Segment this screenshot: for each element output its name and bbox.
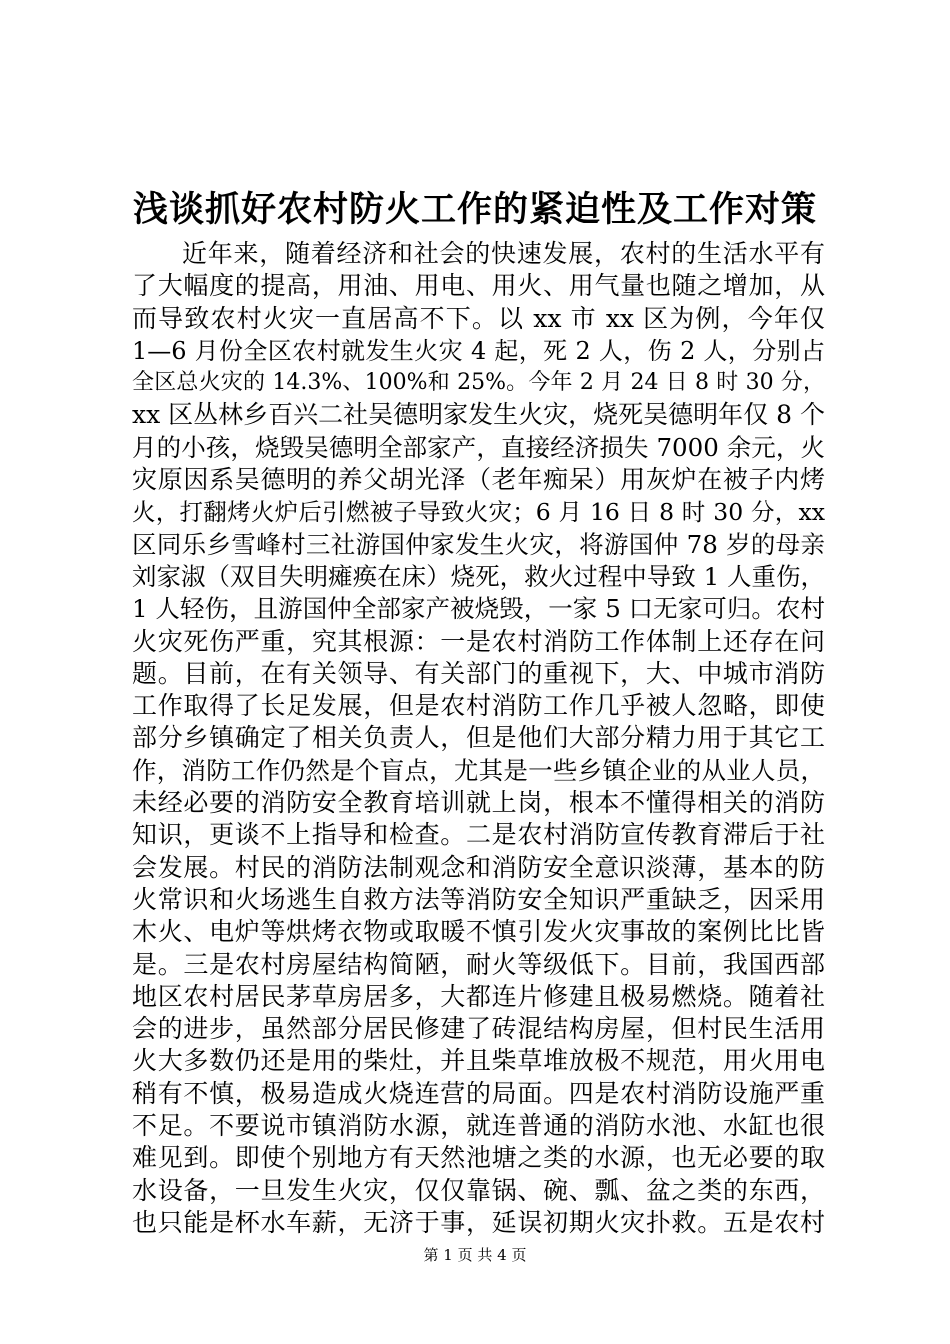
body-line: 难见到。即使个别地方有天然池塘之类的水源，也无必要的取 xyxy=(132,1143,825,1173)
body-line: xx 区丛林乡百兴二社吴德明家发生火灾，烧死吴德明年仅 8 个 xyxy=(132,400,825,430)
body-line: 会发展。村民的消防法制观念和消防安全意识淡薄，基本的防 xyxy=(132,852,825,882)
body-line: 不足。不要说市镇消防水源，就连普通的消防水池、水缸也很 xyxy=(132,1111,825,1141)
body-line: 1—6 月份全区农村就发生火灾 4 起，死 2 人，伤 2 人，分别占 xyxy=(132,336,825,365)
body-line: 木火、电炉等烘烤衣物或取暖不慎引发火灾事故的案例比比皆 xyxy=(132,917,825,947)
body-line: 火，打翻烤火炉后引燃被子导致火灾；6 月 16 日 8 时 30 分，xx xyxy=(132,498,825,527)
body-line: 部分乡镇确定了相关负责人，但是他们大部分精力用于其它工 xyxy=(132,723,825,753)
body-line: 月的小孩，烧毁吴德明全部家产，直接经济损失 7000 余元，火 xyxy=(132,432,825,462)
document-body xyxy=(132,238,825,1239)
body-line: 地区农村居民茅草房居多，大都连片修建且极易燃烧。随着社 xyxy=(132,981,825,1011)
body-line: 未经必要的消防安全教育培训就上岗，根本不懂得相关的消防 xyxy=(132,788,825,818)
body-line: 知识，更谈不上指导和检查。二是农村消防宣传教育滞后于社 xyxy=(132,820,825,850)
body-line: 近年来，随着经济和社会的快速发展，农村的生活水平有 xyxy=(182,239,825,268)
body-line: 火灾死伤严重，究其根源：一是农村消防工作体制上还存在问 xyxy=(132,626,825,656)
body-line: 火大多数仍还是用的柴灶，并且柴草堆放极不规范，用火用电 xyxy=(132,1046,825,1076)
body-line: 也只能是杯水车薪，无济于事，延误初期火灾扑救。五是农村 xyxy=(132,1207,825,1237)
body-line: 会的进步，虽然部分居民修建了砖混结构房屋，但村民生活用 xyxy=(132,1014,825,1044)
body-line: 灾原因系吴德明的养父胡光泽（老年痴呆）用灰炉在被子内烤 xyxy=(132,465,825,495)
body-line: 了大幅度的提高，用油、用电、用火、用气量也随之增加，从 xyxy=(132,271,825,301)
body-line: 刘家淑（双目失明瘫痪在床）烧死，救火过程中导致 1 人重伤， xyxy=(132,561,825,591)
body-line: 水设备，一旦发生火灾，仅仅靠锅、碗、瓢、盆之类的东西， xyxy=(132,1175,825,1205)
body-line: 而导致农村火灾一直居高不下。以 xx 市 xx 区为例，今年仅 xyxy=(132,303,825,333)
body-line: 是。三是农村房屋结构简陋，耐火等级低下。目前，我国西部 xyxy=(132,949,825,979)
body-line: 稍有不慎，极易造成火烧连营的局面。四是农村消防设施严重 xyxy=(132,1078,825,1108)
body-line: 题。目前，在有关领导、有关部门的重视下，大、中城市消防 xyxy=(132,658,825,688)
body-line: 全区总火灾的 14.3%、100%和 25%。今年 2 月 24 日 8 时 30 分， xyxy=(132,370,825,396)
body-line: 工作取得了长足发展，但是农村消防工作几乎被人忽略，即使 xyxy=(132,691,825,721)
page-footer: 第 1 页 共 4 页 xyxy=(423,1246,527,1264)
body-line: 1 人轻伤，且游国仲全部家产被烧毁，一家 5 口无家可归。农村 xyxy=(132,594,825,624)
body-line: 作，消防工作仍然是个盲点，尤其是一些乡镇企业的从业人员， xyxy=(132,755,825,785)
body-line: 火常识和火场逃生自救方法等消防安全知识严重缺乏，因采用 xyxy=(132,884,825,914)
body-line: 区同乐乡雪峰村三社游国仲家发生火灾，将游国仲 78 岁的母亲 xyxy=(132,529,825,559)
document-title: 浅谈抓好农村防火工作的紧迫性及工作对策 xyxy=(132,189,817,230)
